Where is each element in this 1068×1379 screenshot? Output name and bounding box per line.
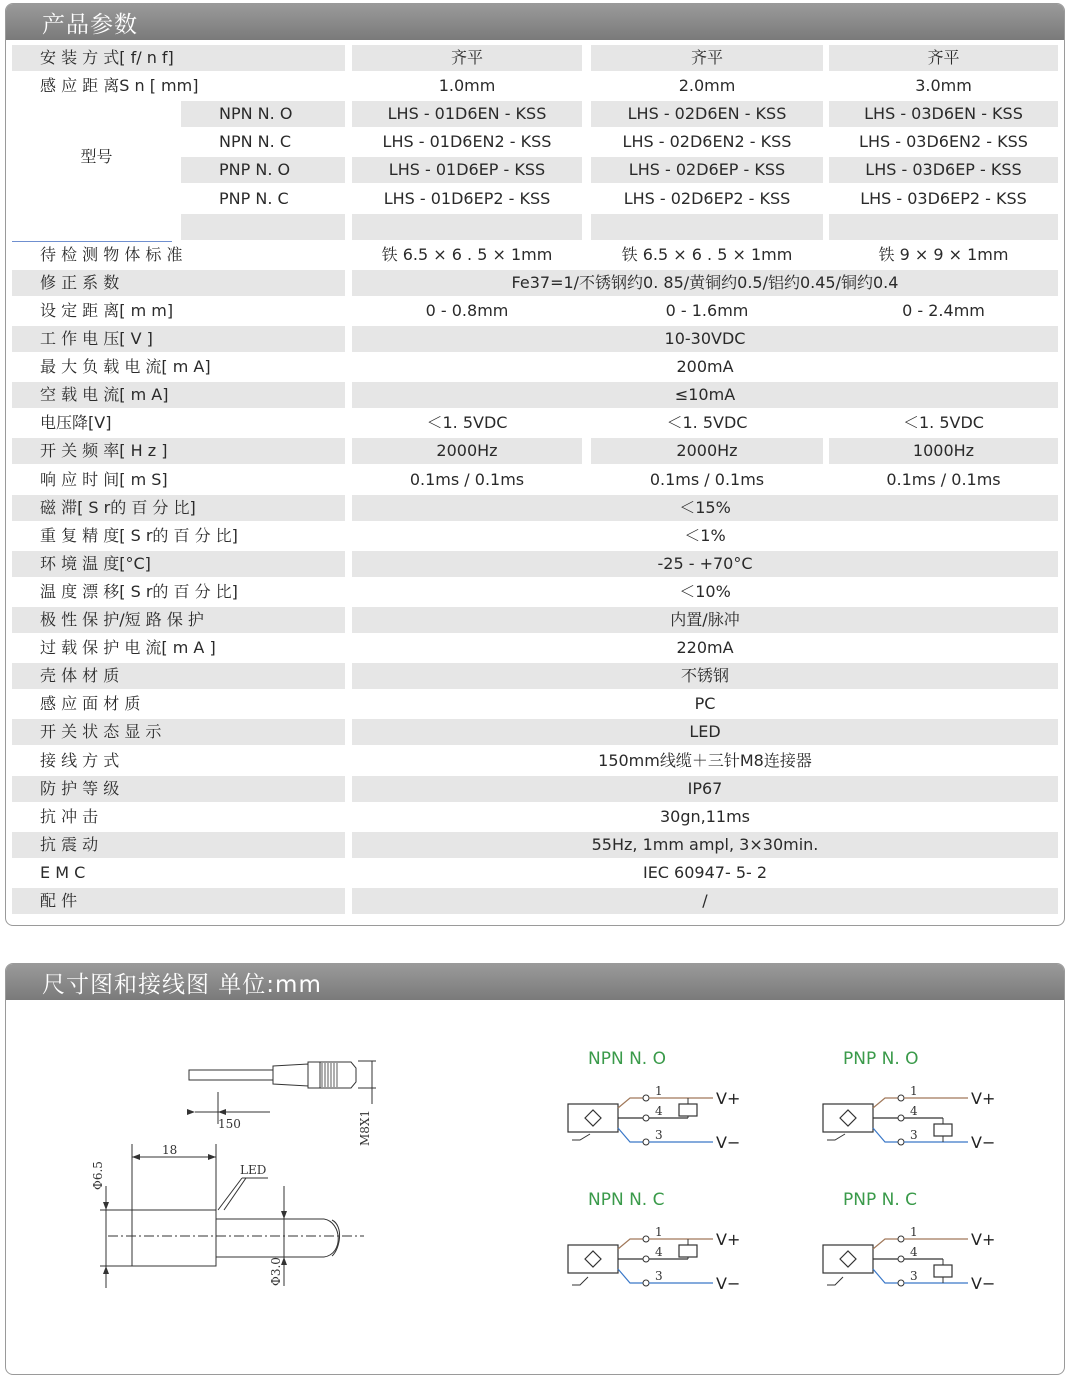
spec-label: 空 载 电 流[ m A]: [12, 382, 345, 408]
spec-value: ＜1. 5VDC: [426, 413, 508, 433]
vminus-label: V−: [716, 1133, 741, 1152]
switch-symbol: [572, 1134, 590, 1140]
pin-number: 3: [655, 1128, 663, 1142]
spec-label: 开 关 频 率[ H z ]: [12, 438, 345, 464]
blank-row-cell: [829, 214, 1058, 240]
pin-connector: [643, 1280, 649, 1286]
spec-value: ＜15%: [352, 495, 1058, 521]
model-output-type: PNP N. C: [219, 188, 289, 208]
spec-value: 2.0mm: [678, 76, 736, 96]
model-label: 型号: [80, 147, 113, 167]
spec-value: 0.1ms / 0.1ms: [409, 469, 525, 489]
spec-label: 重 复 精 度[ S r的 百 分 比]: [40, 525, 238, 545]
wire-blue: [618, 1128, 643, 1142]
spec-value: 铁 9 × 9 × 1mm: [878, 244, 1009, 264]
pin-connector: [898, 1139, 904, 1145]
dimension-drawing: [100, 1061, 376, 1288]
load-relay: [934, 1124, 952, 1136]
pin-connector: [898, 1256, 904, 1262]
pin-number: 1: [655, 1084, 663, 1098]
switch-symbol: [827, 1277, 843, 1285]
vplus-label: V+: [716, 1230, 741, 1249]
spec-label: 抗 冲 击: [40, 806, 99, 826]
led-label: LED: [240, 1163, 267, 1177]
spec-value: 0 - 2.4mm: [902, 300, 985, 320]
load-relay: [934, 1265, 952, 1277]
spec-value: 齐平: [352, 45, 582, 71]
blank-row-cell: [352, 214, 582, 240]
wire-blue: [873, 1269, 898, 1283]
spec-label: 设 定 距 离[ m m]: [40, 300, 174, 320]
dim-18: 18: [162, 1143, 178, 1157]
spec-value: 不锈钢: [352, 663, 1058, 689]
spec-label: 感 应 距 离S n [ mm]: [40, 76, 199, 96]
spec-value: IP67: [352, 776, 1058, 802]
vplus-label: V+: [971, 1230, 996, 1249]
pin-number: 1: [910, 1225, 918, 1239]
vminus-label: V−: [971, 1274, 996, 1293]
spec-label: 接 线 方 式: [40, 750, 120, 770]
cable-top: [189, 1070, 273, 1080]
pin-number: 3: [910, 1128, 918, 1142]
model-output-type: NPN N. C: [219, 132, 291, 152]
pin-connector: [898, 1236, 904, 1242]
wiring-title: PNP N. C: [843, 1190, 918, 1210]
pin-connector: [643, 1256, 649, 1262]
spec-value: 2000Hz: [352, 438, 582, 464]
pin-number: 3: [655, 1269, 663, 1283]
sensor-symbol: [568, 1104, 618, 1132]
spec-label: 温 度 漂 移[ S r的 百 分 比]: [40, 581, 238, 601]
spec-label: 响 应 时 间[ m S]: [40, 469, 168, 489]
model-number: LHS - 02D6EP2 - KSS: [623, 188, 791, 208]
pin-number: 4: [910, 1245, 918, 1259]
spec-value: 0.1ms / 0.1ms: [886, 469, 1001, 489]
spec-label: 感 应 面 材 质: [40, 694, 141, 714]
wire-blue: [873, 1128, 898, 1142]
pin-number: 1: [655, 1225, 663, 1239]
sensor-diamond: [840, 1251, 856, 1267]
connector-nut: [308, 1062, 320, 1088]
pin-connector: [643, 1095, 649, 1101]
spec-value: 0 - 1.6mm: [665, 300, 749, 320]
spec-value: 220mA: [676, 638, 734, 658]
wire-brown: [618, 1239, 643, 1249]
wire-blue: [618, 1269, 643, 1283]
sensor-diamond: [585, 1251, 601, 1267]
spec-value: 10-30VDC: [352, 326, 1058, 352]
spec-value: 0 - 0.8mm: [425, 300, 509, 320]
spec-value: 0.1ms / 0.1ms: [649, 469, 765, 489]
vplus-label: V+: [716, 1089, 741, 1108]
pin-connector: [643, 1139, 649, 1145]
spec-value: ＜1. 5VDC: [666, 413, 748, 433]
spec-label: 壳 体 材 质: [12, 663, 345, 689]
sensor-body: [132, 1210, 216, 1266]
spec-value: 30gn,11ms: [659, 806, 751, 826]
dim-dia-6-5: Φ6.5: [91, 1161, 105, 1190]
pin-number: 4: [655, 1104, 663, 1118]
spec-label: 抗 震 动: [12, 832, 345, 858]
switch-symbol: [572, 1277, 588, 1285]
spec-value: 200mA: [676, 357, 734, 377]
model-number: LHS - 01D6EP2 - KSS: [383, 188, 551, 208]
model-number: LHS - 02D6EN2 - KSS: [622, 132, 792, 152]
connector-body: [273, 1064, 308, 1086]
pin-number: 1: [910, 1084, 918, 1098]
sensor-symbol: [823, 1104, 873, 1132]
spec-value: /: [352, 888, 1058, 914]
pin-number: 3: [910, 1269, 918, 1283]
spec-label: 安 装 方 式[ f/ n f]: [12, 45, 345, 71]
diagram-panel: [5, 963, 1065, 1375]
blank-row-cell: [181, 214, 345, 240]
wire-brown: [873, 1098, 898, 1108]
load-relay: [679, 1245, 697, 1257]
spec-label: E M C: [40, 862, 86, 882]
pin-connector: [898, 1095, 904, 1101]
spec-value: ＜1. 5VDC: [903, 413, 984, 433]
spec-value: 铁 6.5 × 6 . 5 × 1mm: [621, 244, 793, 264]
vminus-label: V−: [716, 1274, 741, 1293]
wiring-title: NPN N. C: [588, 1190, 665, 1210]
spec-label: 极 性 保 护/短 路 保 护: [12, 607, 345, 633]
spec-label: 开 关 状 态 显 示: [12, 719, 345, 745]
pin-connector: [898, 1280, 904, 1286]
dimension-arrows: [103, 1109, 287, 1274]
spec-panel: [5, 3, 1065, 926]
spec-label: 修 正 系 数: [12, 270, 345, 296]
dimension-and-wiring-drawing: [6, 964, 1064, 1374]
wire-brown: [873, 1239, 898, 1249]
spec-label: 最 大 负 载 电 流[ m A]: [40, 357, 211, 377]
spec-value: ≤10mA: [352, 382, 1058, 408]
pin-connector: [643, 1115, 649, 1121]
sensor-symbol: [823, 1245, 873, 1273]
model-number: LHS - 03D6EN2 - KSS: [859, 132, 1028, 152]
pin-number: 4: [655, 1245, 663, 1259]
model-output-type: PNP N. O: [181, 157, 345, 183]
wiring-diagrams: [568, 1049, 995, 1293]
model-number: LHS - 02D6EP - KSS: [591, 157, 823, 183]
pin-connector: [643, 1236, 649, 1242]
spec-value: -25 - +70°C: [352, 551, 1058, 577]
spec-label: 配 件: [12, 888, 345, 914]
wiring-title: NPN N. O: [588, 1049, 666, 1069]
wire-brown: [618, 1098, 643, 1108]
spec-value: ＜1%: [684, 525, 726, 545]
spec-value: Fe37=1/不锈钢约0. 85/黄铜约0.5/铝约0.45/铜约0.4: [352, 270, 1058, 296]
dim-m8x1: M8X1: [358, 1109, 372, 1146]
pin-number: 4: [910, 1104, 918, 1118]
dim-150: 150: [218, 1117, 241, 1131]
spec-label: 电压降[V]: [40, 413, 112, 433]
spec-label: 工 作 电 压[ V ]: [12, 326, 345, 352]
vplus-label: V+: [971, 1089, 996, 1108]
sensor-diamond: [585, 1110, 601, 1126]
spec-value: 1.0mm: [438, 76, 496, 96]
spec-value: IEC 60947- 5- 2: [642, 862, 768, 882]
spec-value: 2000Hz: [591, 438, 823, 464]
model-output-type: NPN N. O: [181, 101, 345, 127]
spec-label: 磁 滞[ S r的 百 分 比]: [12, 495, 345, 521]
spec-label: 待 检 测 物 体 标 准: [40, 244, 183, 264]
model-number: LHS - 03D6EP2 - KSS: [860, 188, 1027, 208]
spec-value: 铁 6.5 × 6 . 5 × 1mm: [381, 244, 553, 264]
dim-dia-3-0: Φ3.0: [269, 1257, 283, 1286]
spec-value: LED: [352, 719, 1058, 745]
spec-value: 1000Hz: [829, 438, 1058, 464]
pin-connector: [898, 1115, 904, 1121]
spec-label: 环 境 温 度[°C]: [12, 551, 345, 577]
spec-value: 齐平: [591, 45, 823, 71]
spec-panel-title: 产品参数: [42, 12, 138, 38]
model-number: LHS - 02D6EN - KSS: [591, 101, 823, 127]
switch-symbol: [827, 1134, 845, 1140]
spec-value: PC: [694, 694, 716, 714]
model-number: LHS - 03D6EP - KSS: [829, 157, 1058, 183]
model-number: LHS - 01D6EN - KSS: [352, 101, 582, 127]
load-relay: [679, 1104, 697, 1116]
connector-thread: [322, 1063, 337, 1087]
wiring-title: PNP N. O: [843, 1049, 919, 1069]
vminus-label: V−: [971, 1133, 996, 1152]
sensor-symbol: [568, 1245, 618, 1273]
model-number: LHS - 01D6EP - KSS: [352, 157, 582, 183]
spec-value: 150mm线缆＋三针M8连接器: [598, 750, 812, 770]
diagram-panel-title: 尺寸图和接线图 单位:mm: [42, 972, 322, 998]
spec-label: 防 护 等 级: [12, 776, 345, 802]
model-number: LHS - 03D6EN - KSS: [829, 101, 1058, 127]
spec-value: 3.0mm: [915, 76, 972, 96]
model-number: LHS - 01D6EN2 - KSS: [382, 132, 552, 152]
sensor-diamond: [840, 1110, 856, 1126]
spec-value: ＜10%: [679, 581, 731, 601]
spec-panel-header: [6, 4, 1064, 40]
spec-value: 齐平: [829, 45, 1058, 71]
blank-row-cell: [591, 214, 823, 240]
spec-value: 内置/脉冲: [352, 607, 1058, 633]
spec-label: 过 载 保 护 电 流[ m A ]: [40, 638, 216, 658]
spec-value: 55Hz, 1mm ampl, 3×30min.: [352, 832, 1058, 858]
